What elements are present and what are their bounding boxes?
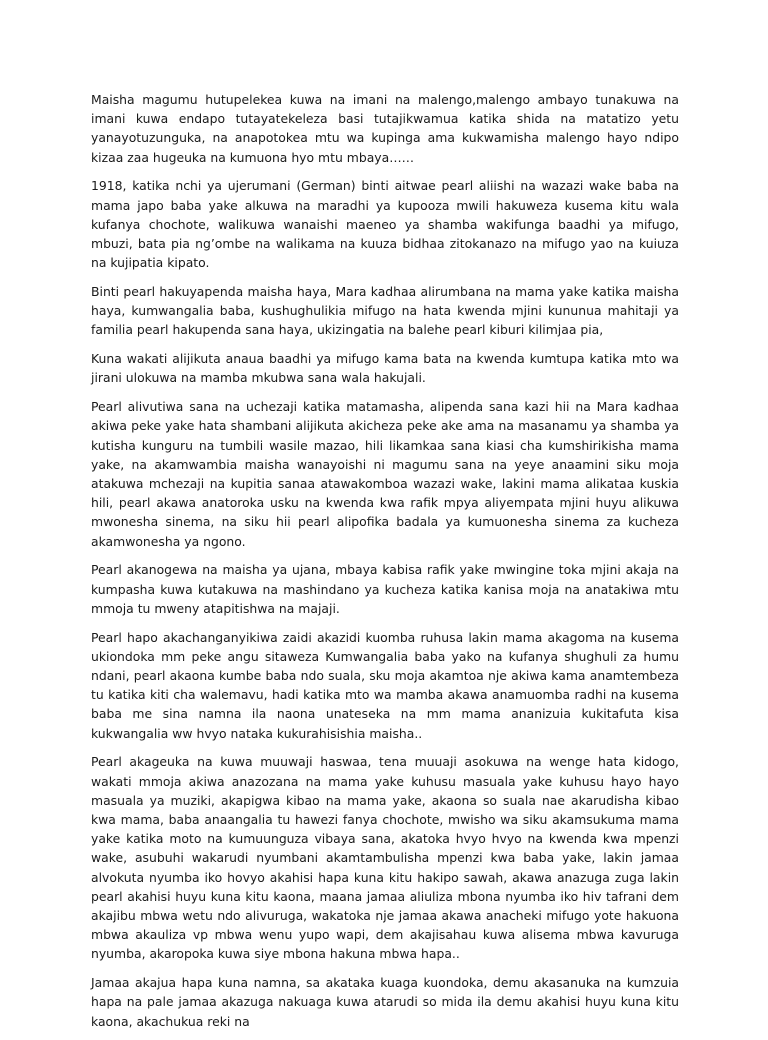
document-body (91, 90, 679, 1040)
paragraph-9: Jamaa akajua hapa kuna namna, sa akataka kuaga kuondoka, demu akasanuka na kumzuia hapa na pale jamaa akazuga nakuaga kuwa atarudi so mida ila demu akahisi huyu kuna kitu kaona, akachukua reki na (91, 975, 679, 1029)
paragraph-7: Pearl hapo akachanganyikiwa zaidi akazidi kuomba ruhusa lakin mama akagoma na kusema ukiondoka mm peke angu sitaweza Kumwangalia baba yako na kufanya shughuli za humu ndani, pearl akaona kumbe baba ndo suala, sku moja akamtoa nje akiwa kama anamtembeza tu katika kiti cha walemavu, hadi katika mto wa mamba akawa anamuomba radhi na kusema baba me sina namna ila naona unateseka na mm mama ananizuia kukitafuta kisa kukwangalia ww hvyo nataka kukurahisishia maisha.. (91, 629, 679, 741)
paragraph-5: Pearl alivutiwa sana na uchezaji katika matamasha, alipenda sana kazi hii na Mara kadhaa akiwa peke yake hata shambani alijikuta akicheza peke ake ama na masanamu ya shamba ya kutisha kunguru na tumbili wasile mazao, hili likamkaa sana kiasi cha kumshirikisha mama yake, na akamwambia maisha wanayoishi ni magumu sana na yeye anaamini siku moja atakuwa mchezaji na kupitia sanaa atawakomboa wazazi wake, lakini mama alikataa kuskia hili, pearl akawa anatoroka usku na kwenda kwa rafik mpya aliyempata mjini huyu alikuwa mwonesha sinema, na siku hii pearl alipofika badala ya kumuonesha sinema za kucheza akamwonesha ya ngono. (91, 399, 679, 549)
paragraph-1: Maisha magumu hutupelekea kuwa na imani na malengo,malengo ambayo tunakuwa na imani kuwa endapo tutayatekeleza basi tutajikwamua katika shida na matatizo yetu yanayotuzunguka, na anapotokea mtu wa kupinga ama kukwamisha malengo hayo ndipo kizaa zaa hugeuka na kumuona hyo mtu mbaya…… (91, 92, 679, 165)
paragraph-8: Pearl akageuka na kuwa muuwaji haswaa, tena muuaji asokuwa na wenge hata kidogo, wakati mmoja akiwa anazozana na mama yake kuhusu masuala yake kuhusu hayo hayo masuala ya muziki, akapigwa kibao na mama yake, akaona so suala nae akarudisha kibao kwa mama, baba anaangalia tu hawezi fanya chochote, mwisho wa siku akamsukuma mama yake katika moto na kumuunguza vibaya sana, akatoka hvyo hvyo na kwenda kwa mpenzi wake, asubuhi wakarudi nyumbani akamtambulisha mpenzi kwa baba yake, lakin jamaa alvokuta nyumba iko hovyo akahisi hapa kuna kitu hakipo sawah, akawa anazuga zuga lakin pearl akahisi huyu kuna kitu kaona, maana jamaa aliuliza mbona nyumba iko hiv tafrani dem akajibu mbwa wetu ndo alivuruga, wakatoka nje jamaa akawa anacheki mifugo yote hakuona mbwa akauliza vp mbwa wenu yupo wapi, dem akajisahau kuwa alisema mbwa kavuruga nyumba, akaropoka kuwa siye mbona hakuna mbwa hapa.. (91, 754, 679, 962)
paragraph-4: Kuna wakati alijikuta anaua baadhi ya mifugo kama bata na kwenda kumtupa katika mto wa jirani ulokuwa na mamba mkubwa sana wala hakujali. (91, 351, 679, 386)
paragraph-3: Binti pearl hakuyapenda maisha haya, Mara kadhaa alirumbana na mama yake katika maisha haya, kumwangalia baba, kushughulikia mifugo na hata kwenda mjini kununua mahitaji ya familia pearl hakupenda sana haya, ukizingatia na balehe pearl kiburi kilimjaa pia, (91, 284, 679, 338)
paragraph-2: 1918, katika nchi ya ujerumani (German) binti aitwae pearl aliishi na wazazi wake baba na mama japo baba yake alkuwa na maradhi ya kupooza mwili hakuweza kusema kitu wala kufanya chochote, walikuwa wanaishi maeneo ya shamba wakifunga baadhi ya mifugo, mbuzi, bata pia ng’ombe na walikama na kuuza bidhaa zitokanazo na mifugo yao na kuiuza na kujipatia kipato. (91, 178, 679, 271)
paragraph-6: Pearl akanogewa na maisha ya ujana, mbaya kabisa rafik yake mwingine toka mjini akaja na kumpasha kuwa kutakuwa na mashindano ya kucheza katika kanisa moja na anatakiwa mtu mmoja tu mweny atapitishwa na majaji. (91, 562, 679, 616)
